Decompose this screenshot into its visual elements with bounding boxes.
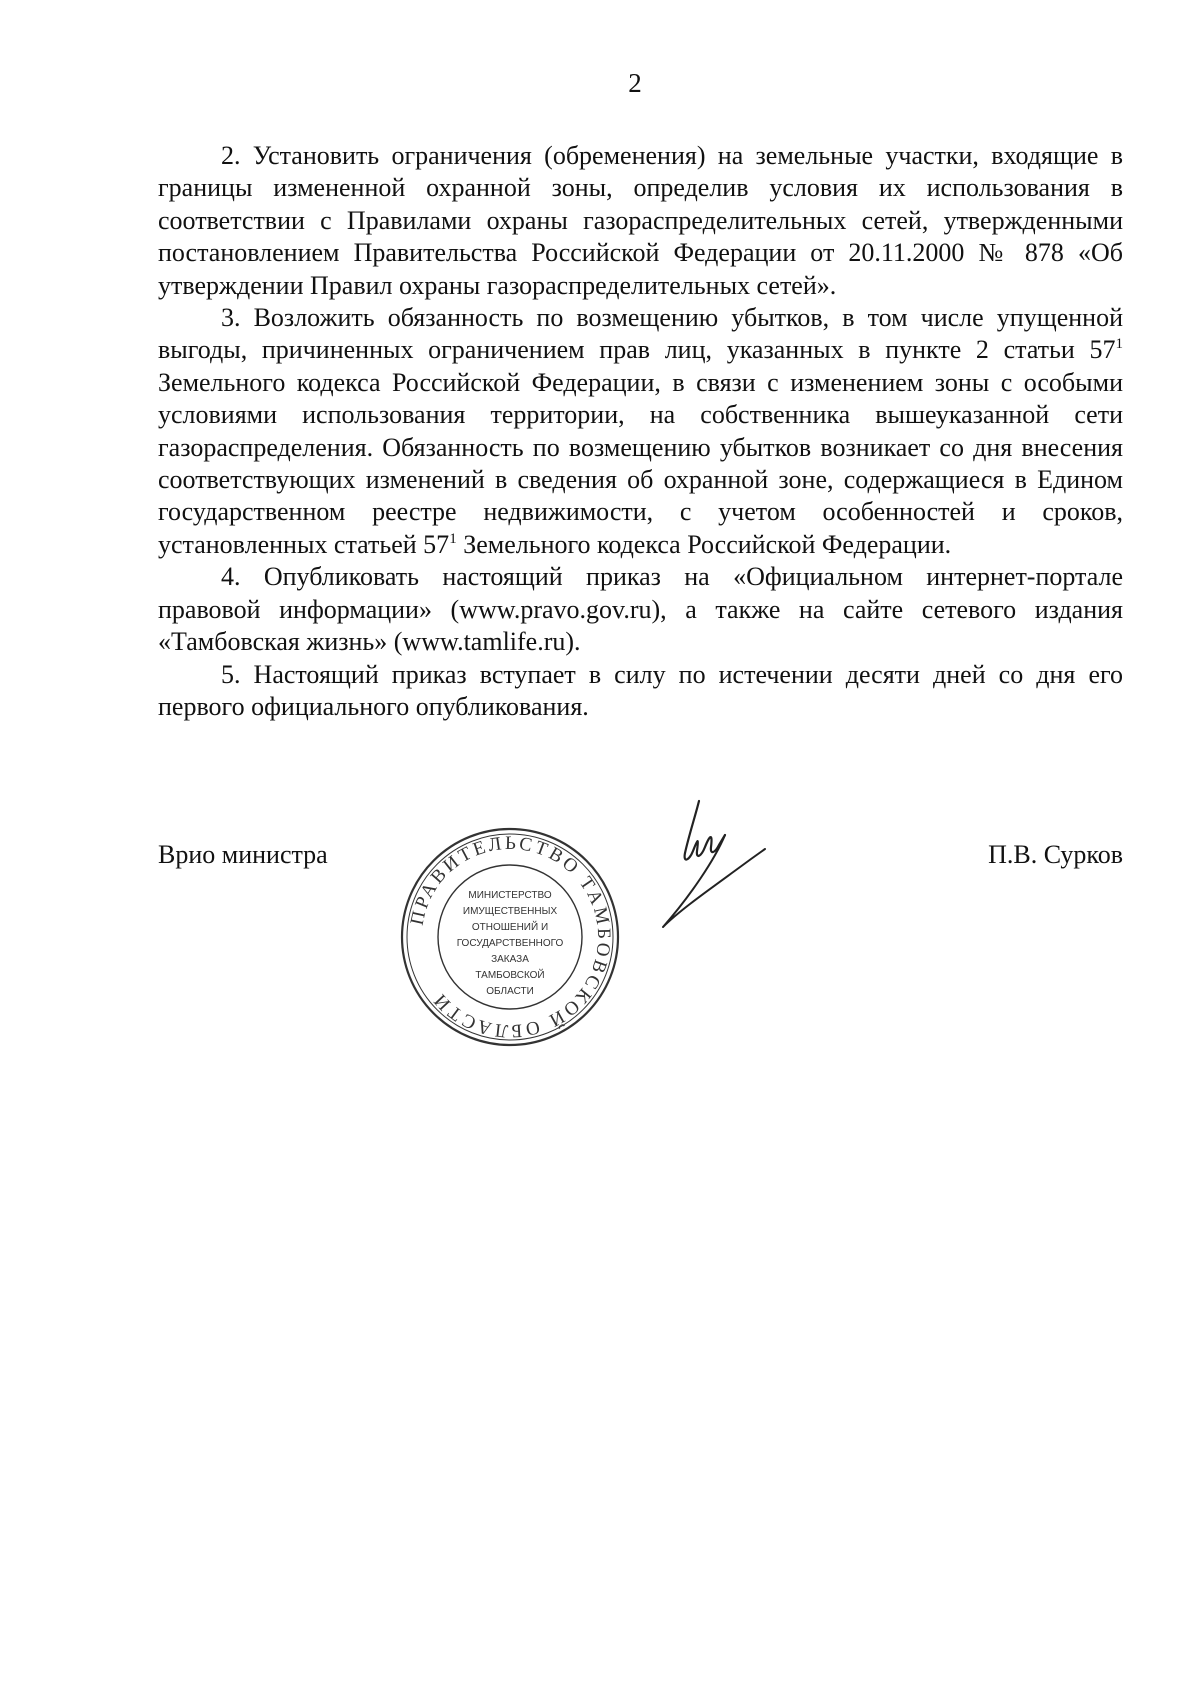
seal-line: ИМУЩЕСТВЕННЫХ — [462, 906, 558, 917]
document-body — [158, 140, 1123, 723]
paragraph-3-part-1: 3. Возложить обязанность по возмещению убытков, в том числе упущенной выгоды, причиненных ограничением прав лиц, указанных в пункте 2 статьи 57 — [158, 303, 1123, 365]
signature-icon — [655, 795, 775, 935]
seal-line: ОБЛАСТИ — [486, 986, 534, 997]
paragraph-3-part-2: Земельного кодекса Российской Федерации, в связи с изменением зоны с особыми условиями использования территории, на собственника вышеуказанной сети газораспределения. Обязанность по возмещению убытков возникает со дня внесения соответствующих изменений в сведения об охранной зоне, содержащиеся в Едином государственном реестре недвижимости, с учетом особенностей и сроков, установленных статьей 57 — [158, 367, 1123, 559]
official-seal — [395, 822, 625, 1052]
page-number: 2 — [628, 68, 642, 98]
article-superscript-1: 1 — [1115, 336, 1123, 353]
paragraph-3-part-3: Земельного кодекса Российской Федерации. — [456, 529, 952, 559]
handwritten-signature — [655, 795, 775, 935]
paragraph-4: 4. Опубликовать настоящий приказ на «Официальном интернет-портале правовой информации» (www.pravo.gov.ru), а также на сайте сетевого издания «Тамбовская жизнь» (www.tamlife.ru). — [158, 562, 1123, 657]
signature-block — [158, 840, 1123, 872]
seal-outer-text: ПРАВИТЕЛЬСТВО ТАМБОВСКОЙ ОБЛАСТИ — [406, 832, 615, 1042]
seal-icon — [395, 822, 625, 1052]
paragraph-2: 2. Установить ограничения (обременения) на земельные участки, входящие в границы измененной охранной зоны, определив условия их использования в соответствии с Правилами охраны газораспределительных сетей, утвержденными постановлением Правительства Российской Федерации от 20.11.2000 № 878 «Об утверждении Правил охраны газораспределительных сетей». — [158, 141, 1123, 300]
seal-line: ГОСУДАРСТВЕННОГО — [456, 938, 564, 949]
seal-line: ЗАКАЗА — [491, 954, 529, 965]
paragraph-5: 5. Настоящий приказ вступает в силу по истечении десяти дней со дня его первого официального опубликования. — [158, 659, 1123, 721]
seal-line: МИНИСТЕРСТВО — [468, 890, 552, 901]
seal-line: ТАМБОВСКОЙ — [475, 970, 545, 981]
seal-line: ОТНОШЕНИЙ И — [471, 922, 549, 933]
signer-name: П.В. Сурков — [988, 840, 1123, 869]
signer-position: Врио министра — [158, 840, 328, 869]
paragraph-3 — [158, 302, 1123, 561]
article-superscript-2: 1 — [449, 530, 457, 547]
